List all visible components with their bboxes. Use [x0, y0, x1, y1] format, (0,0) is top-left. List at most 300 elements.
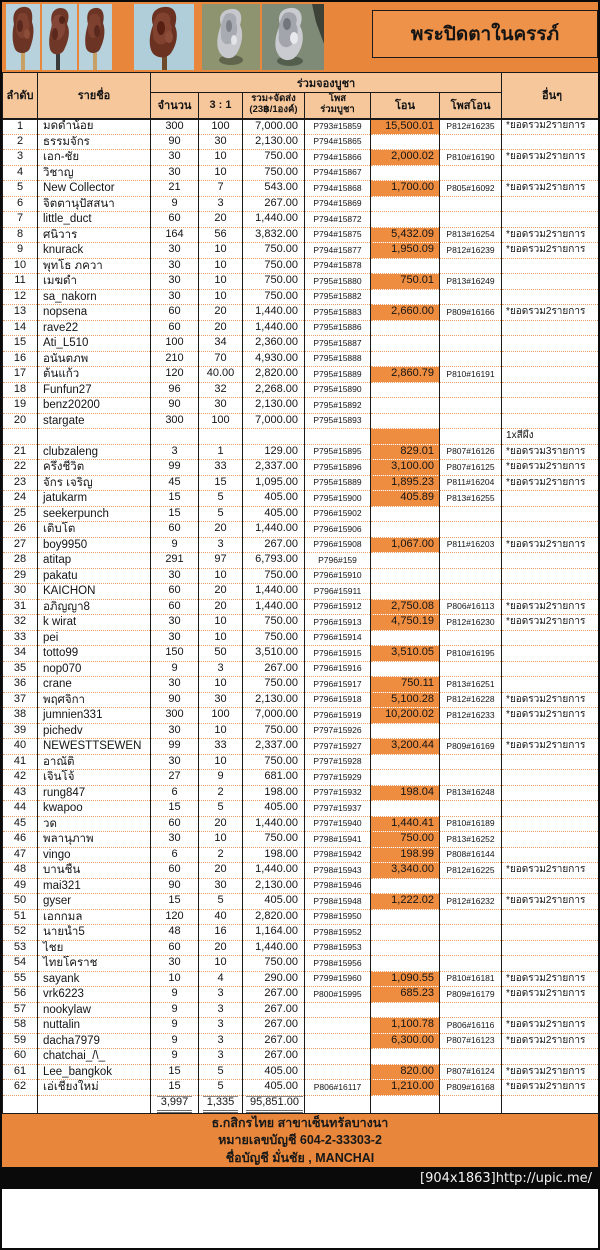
row-name: jatukarm: [38, 491, 151, 507]
row-note: [502, 506, 600, 522]
row-no: 24: [3, 491, 38, 507]
row-name: ศนิวาร: [38, 227, 151, 243]
row-no: 34: [3, 646, 38, 662]
row-post-id: P796#15911: [305, 584, 371, 600]
row-total: 2,337.00: [243, 460, 305, 476]
row-ratio: 7: [199, 181, 243, 197]
row-qty: 30: [151, 956, 199, 972]
row-note: *ยอดรวม2รายการ: [502, 475, 600, 491]
row-transfer-amount: [371, 909, 440, 925]
row-note: [502, 398, 600, 414]
row-transfer-post-id: [440, 382, 502, 398]
row-transfer-amount: 829.01: [371, 444, 440, 460]
row-transfer-amount: 2,860.79: [371, 367, 440, 383]
row-no: 39: [3, 723, 38, 739]
row-name: พฤศจิกา: [38, 692, 151, 708]
row-total: 750.00: [243, 289, 305, 305]
row-total: 405.00: [243, 1080, 305, 1096]
row-qty: 90: [151, 134, 199, 150]
row-total: 750.00: [243, 150, 305, 166]
row-transfer-amount: 750.01: [371, 274, 440, 290]
row-name: เติบโต: [38, 522, 151, 538]
row-no: 52: [3, 925, 38, 941]
row-no: 10: [3, 258, 38, 274]
row-note: [502, 801, 600, 817]
row-ratio: 5: [199, 1080, 243, 1096]
row-transfer-post-id: P810#16191: [440, 367, 502, 383]
row-name: อนันตภพ: [38, 351, 151, 367]
row-qty: 3: [151, 444, 199, 460]
table-row: [3, 723, 600, 739]
row-name: อภิญญา8: [38, 599, 151, 615]
row-no: 31: [3, 599, 38, 615]
row-total: 1,440.00: [243, 522, 305, 538]
table-row: [3, 398, 600, 414]
row-transfer-amount: [371, 398, 440, 414]
row-transfer-amount: 1,100.78: [371, 1018, 440, 1034]
row-no: 23: [3, 475, 38, 491]
row-ratio: 3: [199, 1049, 243, 1065]
col-header-total: รวม+จัดส่ง (23฿/1องค์): [243, 93, 305, 119]
row-transfer-post-id: P807#16126: [440, 444, 502, 460]
amulet-photo-4: [134, 4, 194, 70]
row-name: เจินโจ้: [38, 770, 151, 786]
table-row: [3, 863, 600, 879]
row-post-id: P794#15869: [305, 196, 371, 212]
row-total: 1,440.00: [243, 320, 305, 336]
row-ratio: 3: [199, 661, 243, 677]
row-name: seekerpunch: [38, 506, 151, 522]
row-post-id: P797#15929: [305, 770, 371, 786]
row-note: 1xสีผึ้ง: [502, 429, 600, 445]
row-qty: 60: [151, 212, 199, 228]
row-note: [502, 956, 600, 972]
row-name: nookylaw: [38, 1002, 151, 1018]
row-transfer-post-id: [440, 909, 502, 925]
row-transfer-post-id: P812#16235: [440, 119, 502, 135]
row-no: 55: [3, 971, 38, 987]
row-post-id: [305, 1018, 371, 1034]
row-post-id: P794#15868: [305, 181, 371, 197]
row-transfer-post-id: P806#16116: [440, 1018, 502, 1034]
row-transfer-amount: 685.23: [371, 987, 440, 1003]
row-transfer-post-id: P807#16123: [440, 1033, 502, 1049]
row-total: 2,130.00: [243, 692, 305, 708]
row-post-id: P795#15886: [305, 320, 371, 336]
row-name: จักร เจริญ: [38, 475, 151, 491]
row-post-id: P798#15950: [305, 909, 371, 925]
row-ratio: 100: [199, 119, 243, 135]
row-name: gyser: [38, 894, 151, 910]
row-name: ไทยโคราช: [38, 956, 151, 972]
row-name: pei: [38, 630, 151, 646]
row-transfer-post-id: [440, 956, 502, 972]
row-ratio: 33: [199, 460, 243, 476]
row-total: 198.00: [243, 785, 305, 801]
row-ratio: 5: [199, 491, 243, 507]
table-row: [3, 243, 600, 259]
row-note: [502, 212, 600, 228]
row-name: totto99: [38, 646, 151, 662]
row-name: sa_nakorn: [38, 289, 151, 305]
total-qty: 3,997: [151, 1095, 199, 1113]
row-qty: 9: [151, 987, 199, 1003]
row-note: [502, 320, 600, 336]
table-row: [3, 894, 600, 910]
row-ratio: 4: [199, 971, 243, 987]
row-transfer-amount: [371, 506, 440, 522]
row-transfer-amount: 198.04: [371, 785, 440, 801]
row-qty: 30: [151, 274, 199, 290]
row-no: 47: [3, 847, 38, 863]
row-post-id: P794#15878: [305, 258, 371, 274]
row-transfer-amount: [371, 212, 440, 228]
row-name: Lee_bangkok: [38, 1064, 151, 1080]
row-no: 30: [3, 584, 38, 600]
row-post-id: P798#15948: [305, 894, 371, 910]
row-no: 26: [3, 522, 38, 538]
row-ratio: 20: [199, 940, 243, 956]
order-table: [2, 72, 600, 1113]
row-total: 2,130.00: [243, 878, 305, 894]
row-qty: 30: [151, 150, 199, 166]
row-transfer-amount: 2,000.02: [371, 150, 440, 166]
row-post-id: P795#15882: [305, 289, 371, 305]
table-row: [3, 987, 600, 1003]
row-total: 681.00: [243, 770, 305, 786]
row-qty: 45: [151, 475, 199, 491]
row-ratio: 30: [199, 692, 243, 708]
col-header-post2: โพสโอน: [440, 93, 502, 119]
row-transfer-amount: [371, 1049, 440, 1065]
row-name: rave22: [38, 320, 151, 336]
row-name: ครึ่งชีวิต: [38, 460, 151, 476]
row-total: 750.00: [243, 615, 305, 631]
row-name: [38, 429, 151, 445]
row-name: อาณัติ: [38, 754, 151, 770]
table-row: [3, 1064, 600, 1080]
row-post-id: P795#15889: [305, 475, 371, 491]
table-row: [3, 460, 600, 476]
col-header-no: ลำดับ: [3, 73, 38, 119]
row-ratio: 10: [199, 165, 243, 181]
row-no: 38: [3, 708, 38, 724]
row-ratio: 2: [199, 847, 243, 863]
row-total: 1,440.00: [243, 816, 305, 832]
row-qty: 90: [151, 878, 199, 894]
row-total: 4,930.00: [243, 351, 305, 367]
row-no: 16: [3, 351, 38, 367]
row-transfer-post-id: P812#16239: [440, 243, 502, 259]
row-transfer-post-id: P810#16195: [440, 646, 502, 662]
table-row: [3, 801, 600, 817]
row-post-id: P797#15940: [305, 816, 371, 832]
row-transfer-amount: [371, 429, 440, 445]
row-total: 6,793.00: [243, 553, 305, 569]
row-total: 750.00: [243, 630, 305, 646]
row-transfer-amount: 1,440.41: [371, 816, 440, 832]
row-note: *ยอดรวม3รายการ: [502, 444, 600, 460]
row-transfer-amount: [371, 351, 440, 367]
row-transfer-amount: 750.11: [371, 677, 440, 693]
row-total: 198.00: [243, 847, 305, 863]
row-total: [243, 429, 305, 445]
row-transfer-amount: 2,750.08: [371, 599, 440, 615]
row-no: 45: [3, 816, 38, 832]
row-transfer-post-id: [440, 336, 502, 352]
row-qty: 300: [151, 119, 199, 135]
row-note: *ยอดรวม2รายการ: [502, 863, 600, 879]
row-qty: 48: [151, 925, 199, 941]
row-name: เมฆดำ: [38, 274, 151, 290]
row-post-id: P806#16117: [305, 1080, 371, 1096]
row-name: เอกกมล: [38, 909, 151, 925]
row-no: 53: [3, 940, 38, 956]
row-qty: 90: [151, 692, 199, 708]
row-qty: 6: [151, 785, 199, 801]
row-transfer-post-id: P807#16124: [440, 1064, 502, 1080]
row-note: *ยอดรวม2รายการ: [502, 894, 600, 910]
row-transfer-amount: [371, 289, 440, 305]
row-ratio: 3: [199, 1018, 243, 1034]
row-transfer-amount: 10,200.02: [371, 708, 440, 724]
row-transfer-post-id: [440, 770, 502, 786]
row-total: 750.00: [243, 677, 305, 693]
row-transfer-amount: [371, 522, 440, 538]
row-ratio: 10: [199, 956, 243, 972]
row-total: 2,130.00: [243, 134, 305, 150]
row-name: จิตตานุปัสสนา: [38, 196, 151, 212]
row-note: [502, 723, 600, 739]
row-ratio: 10: [199, 832, 243, 848]
row-name: nuttalin: [38, 1018, 151, 1034]
row-no: 13: [3, 305, 38, 321]
row-post-id: P798#15956: [305, 956, 371, 972]
row-transfer-post-id: [440, 413, 502, 429]
row-no: 22: [3, 460, 38, 476]
row-post-id: [305, 1064, 371, 1080]
row-total: 1,440.00: [243, 212, 305, 228]
row-post-id: P796#15908: [305, 537, 371, 553]
table-row: [3, 770, 600, 786]
row-transfer-amount: 1,222.02: [371, 894, 440, 910]
col-header-ratio: 3 : 1: [199, 93, 243, 119]
amulet-photo-1: [6, 4, 40, 70]
row-name: nop070: [38, 661, 151, 677]
col-header-transfer: โอน: [371, 93, 440, 119]
row-total: 1,440.00: [243, 584, 305, 600]
row-post-id: P796#159: [305, 553, 371, 569]
row-total: 405.00: [243, 894, 305, 910]
row-note: [502, 568, 600, 584]
row-transfer-amount: [371, 134, 440, 150]
row-transfer-amount: 198.99: [371, 847, 440, 863]
row-note: *ยอดรวม2รายการ: [502, 971, 600, 987]
row-ratio: 100: [199, 708, 243, 724]
row-post-id: P797#15928: [305, 754, 371, 770]
row-transfer-post-id: [440, 429, 502, 445]
row-transfer-amount: 820.00: [371, 1064, 440, 1080]
row-ratio: 56: [199, 227, 243, 243]
total-sum: 95,851.00: [243, 1095, 305, 1113]
row-transfer-amount: [371, 336, 440, 352]
row-qty: 9: [151, 1049, 199, 1065]
row-post-id: [305, 429, 371, 445]
table-row: [3, 661, 600, 677]
row-total: 1,440.00: [243, 305, 305, 321]
row-note: *ยอดรวม2รายการ: [502, 1064, 600, 1080]
row-transfer-amount: 1,067.00: [371, 537, 440, 553]
row-total: 2,820.00: [243, 367, 305, 383]
table-row: [3, 940, 600, 956]
row-post-id: [305, 1002, 371, 1018]
row-note: [502, 940, 600, 956]
row-transfer-post-id: [440, 1049, 502, 1065]
table-row: [3, 491, 600, 507]
row-note: *ยอดรวม2รายการ: [502, 537, 600, 553]
row-transfer-amount: 15,500.01: [371, 119, 440, 135]
row-no: 18: [3, 382, 38, 398]
row-no: 51: [3, 909, 38, 925]
row-name: nopsena: [38, 305, 151, 321]
row-note: *ยอดรวม2รายการ: [502, 243, 600, 259]
table-row: [3, 1049, 600, 1065]
row-transfer-post-id: [440, 925, 502, 941]
row-no: 36: [3, 677, 38, 693]
row-transfer-post-id: [440, 584, 502, 600]
row-note: [502, 661, 600, 677]
table-row: [3, 506, 600, 522]
amulet-photo-3: [79, 4, 112, 70]
row-ratio: 5: [199, 894, 243, 910]
row-transfer-post-id: [440, 351, 502, 367]
row-note: *ยอดรวม2รายการ: [502, 1033, 600, 1049]
row-ratio: 5: [199, 1064, 243, 1080]
row-note: [502, 847, 600, 863]
row-note: [502, 553, 600, 569]
row-total: 129.00: [243, 444, 305, 460]
row-ratio: 10: [199, 258, 243, 274]
row-no: 8: [3, 227, 38, 243]
row-note: *ยอดรวม2รายการ: [502, 150, 600, 166]
amulet-photo-6: [262, 4, 324, 70]
row-no: [3, 429, 38, 445]
row-ratio: 34: [199, 336, 243, 352]
table-row: [3, 816, 600, 832]
row-total: 7,000.00: [243, 413, 305, 429]
row-ratio: 15: [199, 475, 243, 491]
row-post-id: P798#15952: [305, 925, 371, 941]
table-row: [3, 367, 600, 383]
row-ratio: 20: [199, 816, 243, 832]
row-note: [502, 134, 600, 150]
table-row: [3, 832, 600, 848]
row-note: [502, 816, 600, 832]
row-qty: 60: [151, 320, 199, 336]
row-no: 7: [3, 212, 38, 228]
row-qty: 300: [151, 708, 199, 724]
row-ratio: 30: [199, 134, 243, 150]
table-row: [3, 956, 600, 972]
row-ratio: 20: [199, 584, 243, 600]
row-no: 50: [3, 894, 38, 910]
row-no: 3: [3, 150, 38, 166]
row-transfer-post-id: [440, 196, 502, 212]
row-total: 750.00: [243, 832, 305, 848]
row-qty: 120: [151, 367, 199, 383]
table-row: [3, 289, 600, 305]
row-name: crane: [38, 677, 151, 693]
row-name: pakatu: [38, 568, 151, 584]
row-transfer-post-id: P808#16144: [440, 847, 502, 863]
row-total: 7,000.00: [243, 708, 305, 724]
row-transfer-amount: 1,895.23: [371, 475, 440, 491]
row-no: 56: [3, 987, 38, 1003]
row-name: ต้นแก้ว: [38, 367, 151, 383]
row-note: [502, 413, 600, 429]
row-note: [502, 382, 600, 398]
row-total: 2,337.00: [243, 739, 305, 755]
row-transfer-post-id: P806#16113: [440, 599, 502, 615]
row-post-id: P795#15900: [305, 491, 371, 507]
table-row: [3, 1033, 600, 1049]
row-total: 7,000.00: [243, 119, 305, 135]
row-qty: 30: [151, 630, 199, 646]
row-qty: 9: [151, 1002, 199, 1018]
row-note: *ยอดรวม2รายการ: [502, 181, 600, 197]
row-transfer-amount: [371, 661, 440, 677]
row-qty: 96: [151, 382, 199, 398]
table-row: [3, 925, 600, 941]
row-transfer-amount: 3,100.00: [371, 460, 440, 476]
row-ratio: 3: [199, 1033, 243, 1049]
row-note: *ยอดรวม2รายการ: [502, 119, 600, 135]
row-no: 32: [3, 615, 38, 631]
row-transfer-amount: 750.00: [371, 832, 440, 848]
table-row: [3, 1018, 600, 1034]
table-row: [3, 599, 600, 615]
row-no: 33: [3, 630, 38, 646]
row-ratio: 10: [199, 289, 243, 305]
row-name: stargate: [38, 413, 151, 429]
row-no: 4: [3, 165, 38, 181]
table-row: [3, 847, 600, 863]
row-name: พลานุภาพ: [38, 832, 151, 848]
row-note: [502, 196, 600, 212]
row-total: 267.00: [243, 196, 305, 212]
row-transfer-amount: [371, 382, 440, 398]
row-qty: 15: [151, 506, 199, 522]
row-post-id: P797#15926: [305, 723, 371, 739]
row-name: มดดำน้อย: [38, 119, 151, 135]
row-no: 27: [3, 537, 38, 553]
row-qty: 30: [151, 723, 199, 739]
row-transfer-post-id: P809#16168: [440, 1080, 502, 1096]
row-note: [502, 522, 600, 538]
row-no: 11: [3, 274, 38, 290]
row-ratio: 16: [199, 925, 243, 941]
watermark-bar: [2, 1167, 598, 1189]
row-transfer-amount: [371, 413, 440, 429]
row-qty: 30: [151, 568, 199, 584]
row-no: 14: [3, 320, 38, 336]
row-transfer-post-id: P812#16230: [440, 615, 502, 631]
row-note: [502, 367, 600, 383]
row-post-id: P796#15918: [305, 692, 371, 708]
row-total: 1,440.00: [243, 863, 305, 879]
row-no: 48: [3, 863, 38, 879]
row-ratio: 30: [199, 398, 243, 414]
